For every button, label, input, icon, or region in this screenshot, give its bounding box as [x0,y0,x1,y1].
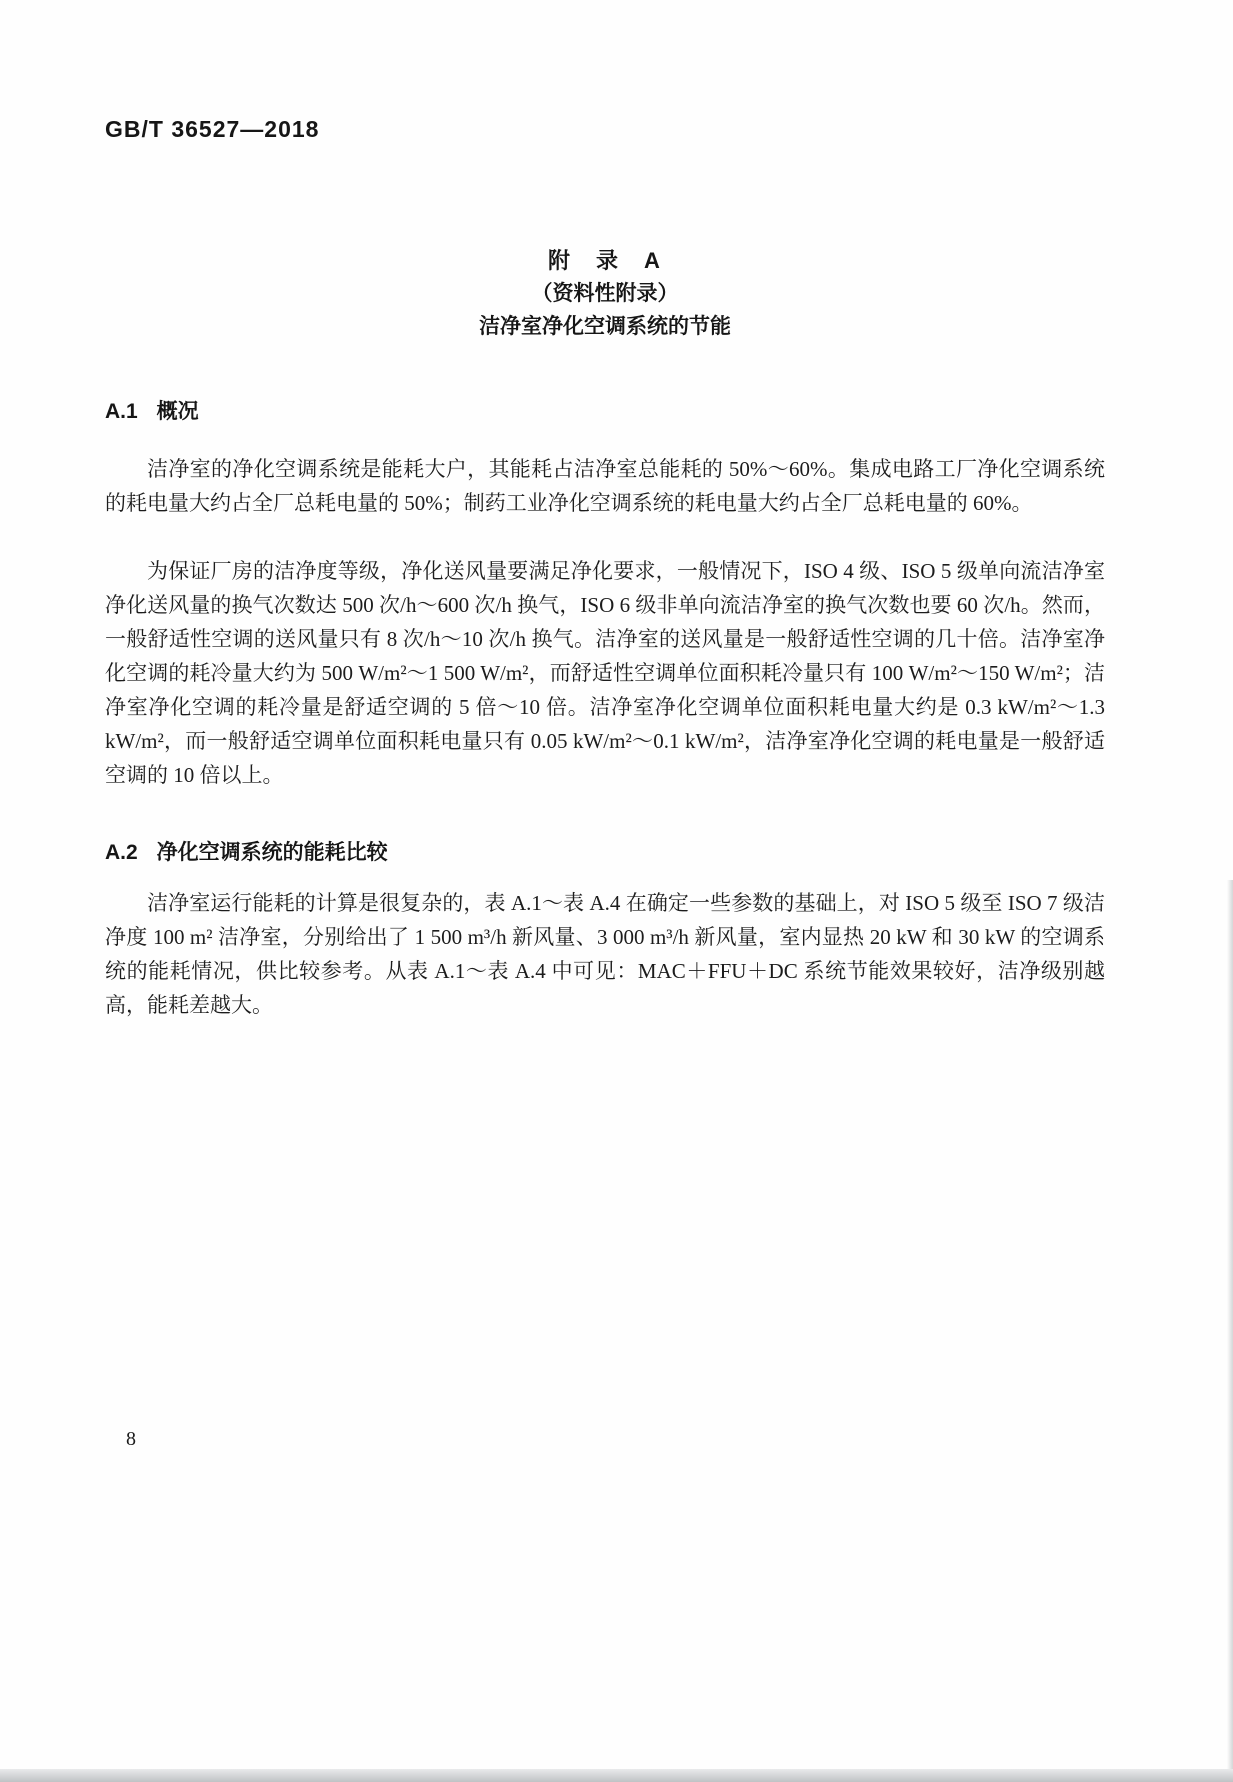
section-a1-heading [105,395,199,425]
standard-number: GB/T 36527—2018 [105,116,320,142]
appendix-label: 附 录 A [548,248,662,273]
appendix-informative-note: （资料性附录） [531,282,679,305]
scan-shadow-right [1227,880,1233,1782]
section-a1-paragraph-1: 洁净室的净化空调系统是能耗大户，其能耗占洁净室总能耗的 50%～60%。集成电路工厂净化空调系统的耗电量大约占全厂总耗电量的 50%；制药工业净化空调系统的耗电量大约占全厂总耗电量的 60%。 [105,457,1105,515]
section-a1-title: 概况 [156,400,199,423]
appendix-header [105,244,1105,343]
section-a1-number: A.1 [105,400,138,423]
section-a2-heading [105,836,388,866]
section-a2-title: 净化空调系统的能耗比较 [156,841,388,864]
scan-shadow-bottom [0,1769,1233,1782]
section-a2-number: A.2 [105,841,138,864]
page-number: 8 [126,1428,136,1450]
appendix-title: 洁净室净化空调系统的节能 [479,315,731,338]
section-a2-paragraph-1: 洁净室运行能耗的计算是很复杂的，表 A.1～表 A.4 在确定一些参数的基础上，对 ISO 5 级至 ISO 7 级洁净度 100 m² 洁净室，分别给出了 1 500 m³/h 新风量、3 000 m³/h 新风量，室内显热 20 kW 和 30 kW 的空调系统的能耗情况，供比较参考。从表 A.1～表 A.4 中可见：MAC＋FFU＋DC 系统节能效果较好，洁净级别越高，能耗差越大。 [105,891,1105,1017]
section-a1-paragraph-2: 为保证厂房的洁净度等级，净化送风量要满足净化要求，一般情况下，ISO 4 级、ISO 5 级单向流洁净室净化送风量的换气次数达 500 次/h～600 次/h 换气，ISO 6 级非单向流洁净室的换气次数也要 60 次/h。然而，一般舒适性空调的送风量只有 8 次/h～10 次/h 换气。洁净室的送风量是一般舒适性空调的几十倍。洁净室净化空调的耗冷量大约为 500 W/m²～1 500 W/m²，而舒适性空调单位面积耗冷量只有 100 W/m²～150 W/m²；洁净室净化空调的耗冷量是舒适空调的 5 倍～10 倍。洁净室净化空调单位面积耗电量大约是 0.3 kW/m²～1.3 kW/m²，而一般舒适空调单位面积耗电量只有 0.05 kW/m²～0.1 kW/m²，洁净室净化空调的耗电量是一般舒适空调的 10 倍以上。 [105,559,1105,787]
